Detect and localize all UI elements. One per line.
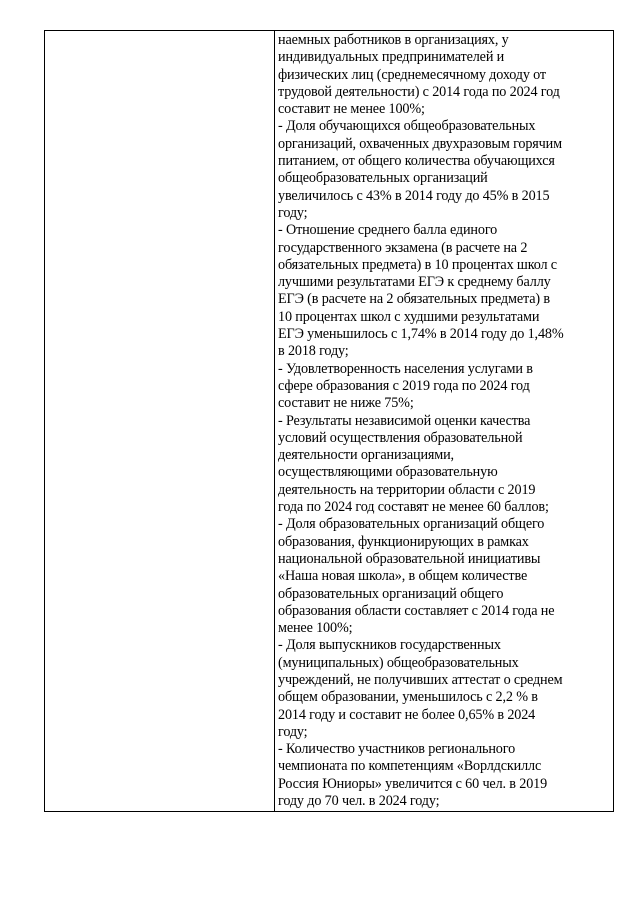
text-line: ЕГЭ уменьшилось с 1,74% в 2014 году до 1,48% <box>278 326 564 343</box>
text-line: «Наша новая школа», в общем количестве <box>278 568 528 585</box>
text-line: национальной образовательной инициативы <box>278 550 541 567</box>
text-line: наемных работников в организациях, у <box>278 32 509 48</box>
text-line: государственного экзамена (в расчете на 2 <box>278 239 528 256</box>
table-left-cell <box>45 31 275 811</box>
text-line: (муниципальных) общеобразовательных <box>278 654 519 671</box>
text-line: - Результаты независимой оценки качества <box>278 412 531 429</box>
document-table <box>44 30 614 812</box>
table-right-cell <box>275 31 613 811</box>
text-line: - Доля выпускников государственных <box>278 637 501 654</box>
text-line: трудовой деятельности) с 2014 года по 2024 год <box>278 83 560 100</box>
text-line: деятельности организациями, <box>278 447 454 464</box>
text-line: ЕГЭ (в расчете на 2 обязательных предмета) в <box>278 291 550 308</box>
text-line: осуществляющими образовательную <box>278 464 498 481</box>
text-line: составит не ниже 75%; <box>278 395 414 412</box>
text-line: 2014 году и составит не более 0,65% в 2024 <box>278 706 536 723</box>
text-line: году; <box>278 204 308 221</box>
text-line: общеобразовательных организаций <box>278 170 488 187</box>
text-line: составит не менее 100%; <box>278 101 425 118</box>
text-line: года по 2024 год составят не менее 60 баллов; <box>278 499 549 516</box>
text-line: - Количество участников регионального <box>278 741 516 758</box>
text-line: образования, функционирующих в рамках <box>278 533 529 550</box>
text-line: условий осуществления образовательной <box>278 429 523 446</box>
text-line: общем образовании, уменьшилось с 2,2 % в <box>278 689 538 706</box>
text-line: в 2018 году; <box>278 343 349 360</box>
text-line: - Удовлетворенность населения услугами в <box>278 360 533 377</box>
text-line: - Отношение среднего балла единого <box>278 222 498 239</box>
text-line: - Доля обучающихся общеобразовательных <box>278 118 536 135</box>
text-line: организаций, охваченных двухразовым горячим <box>278 135 562 152</box>
indicators-text <box>278 32 611 810</box>
text-line: 10 процентах школ с худшими результатами <box>278 308 540 325</box>
text-line: менее 100%; <box>278 620 353 637</box>
text-line: деятельность на территории области с 2019 <box>278 481 536 498</box>
text-line: образования области составляет с 2014 года не <box>278 602 555 619</box>
text-line: увеличилось с 43% в 2014 году до 45% в 2015 <box>278 187 550 204</box>
text-line: индивидуальных предпринимателей и <box>278 49 505 66</box>
text-line: Россия Юниоры» увеличится с 60 чел. в 2019 <box>278 775 548 792</box>
text-line: физических лиц (среднемесячному доходу от <box>278 66 546 83</box>
text-line: чемпионата по компетенциям «Ворлдскиллс <box>278 758 542 775</box>
text-line: году; <box>278 723 308 740</box>
text-line: образовательных организаций общего <box>278 585 504 602</box>
text-line: учреждений, не получивших аттестат о среднем <box>278 671 563 688</box>
text-line: обязательных предмета) в 10 процентах школ с <box>278 256 557 273</box>
text-line: - Доля образовательных организаций общего <box>278 516 545 533</box>
text-line: году до 70 чел. в 2024 году; <box>278 793 440 810</box>
text-line: лучшими результатами ЕГЭ к среднему баллу <box>278 274 551 291</box>
text-line: сфере образования с 2019 года по 2024 год <box>278 377 530 394</box>
text-line: питанием, от общего количества обучающихся <box>278 153 555 170</box>
